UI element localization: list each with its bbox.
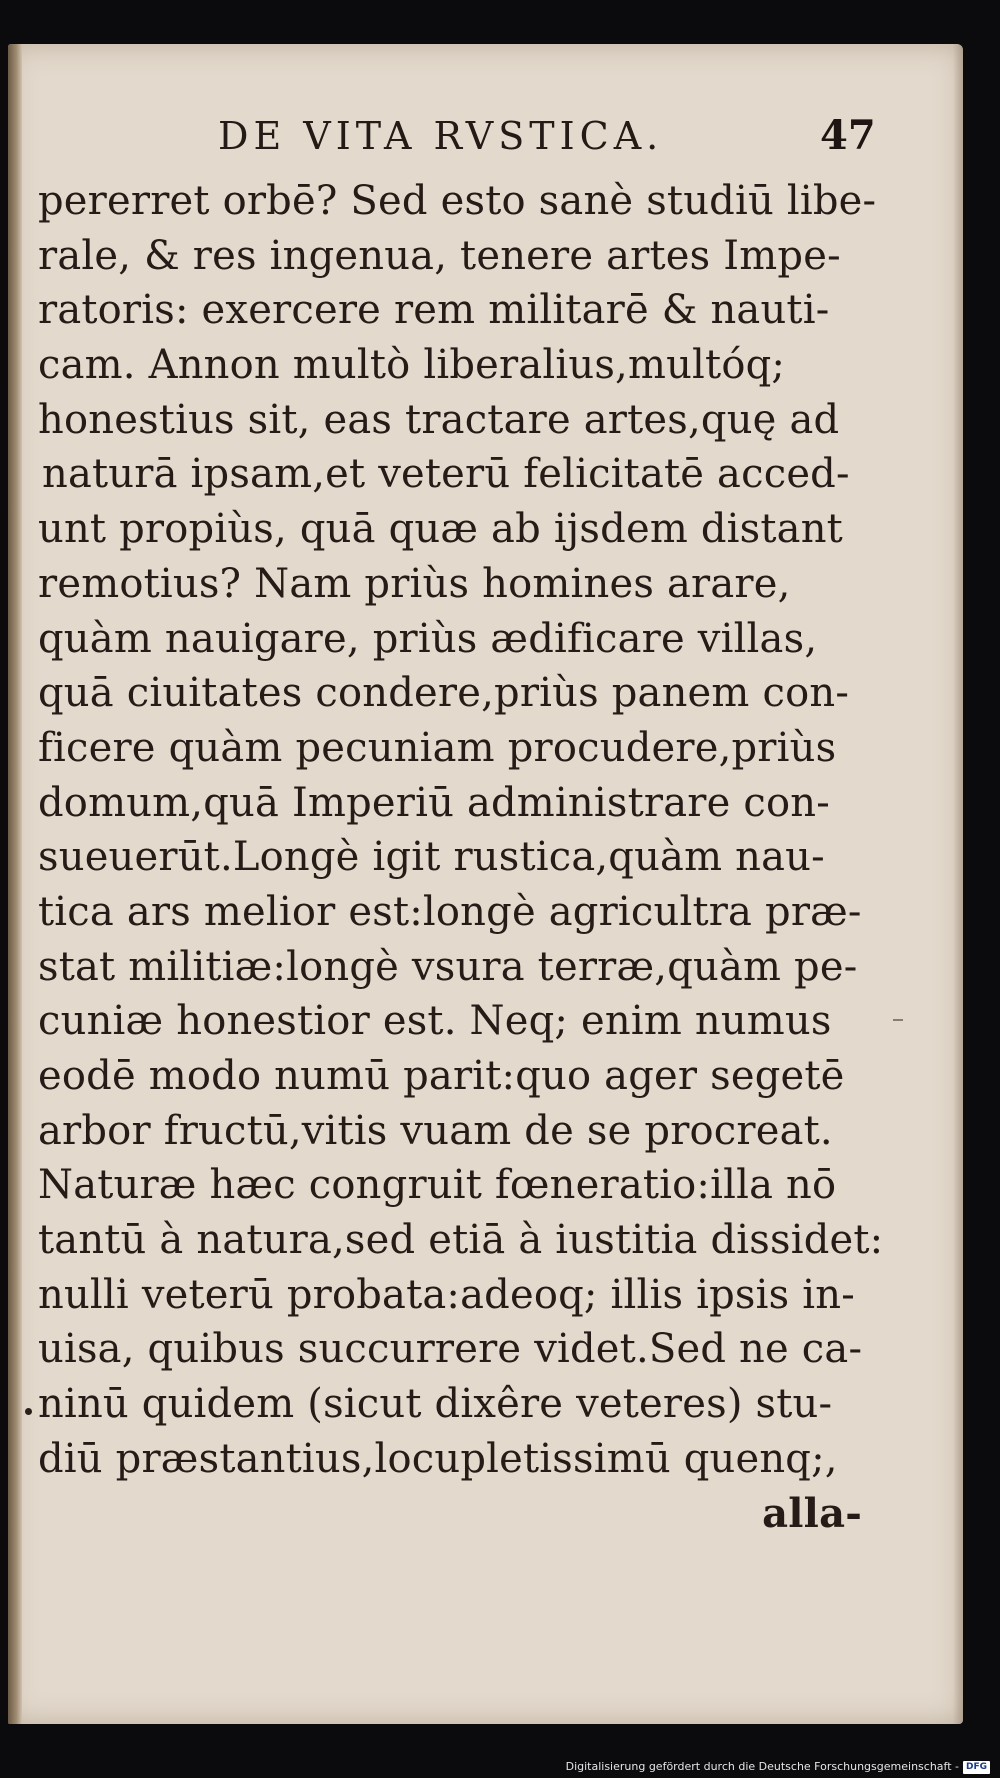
text-line: stat militiæ:longè vsura terræ,quàm pe- xyxy=(38,943,858,990)
page-gutter-edge xyxy=(8,44,22,1724)
text-line: quàm nauigare, priùs ædificare villas, xyxy=(38,615,818,662)
dfg-logo: DFG xyxy=(963,1761,990,1774)
margin-mark xyxy=(25,1408,32,1415)
text-line: tantū à natura,sed etiā à iustitia dissidet: xyxy=(38,1217,884,1264)
text-line: remotius? Nam priùs homines arare, xyxy=(38,560,791,607)
text-line: eodē modo numū parit:quo ager segetē xyxy=(38,1053,845,1099)
catchword: alla- xyxy=(762,1489,862,1537)
text-line: ficere quàm pecuniam procudere,priùs xyxy=(38,724,837,771)
book-page xyxy=(8,44,963,1724)
text-line: naturā ipsam,et veterū felicitatē acced- xyxy=(42,451,850,498)
text-line: tica ars melior est:longè agricultra præ- xyxy=(38,888,862,935)
text-line: ratoris: exercere rem militarē & nauti- xyxy=(38,287,830,334)
running-head: DE VITA RVSTICA. xyxy=(218,114,664,158)
text-line: quā ciuitates condere,priùs panem con- xyxy=(38,670,850,717)
credit-text: Digitalisierung gefördert durch die Deutsche Forschungsgemeinschaft - xyxy=(565,1760,959,1773)
text-line: arbor fructū,vitis vuam de se procreat. xyxy=(38,1107,833,1154)
text-line: Naturæ hæc congruit fœneratio:illa nō xyxy=(38,1162,837,1209)
text-line: pererret orbē? Sed esto sanè studiū libe- xyxy=(38,178,877,224)
text-line: sueuerūt.Longè igit rustica,quàm nau- xyxy=(38,834,825,881)
text-block xyxy=(38,174,884,1541)
digitization-credit xyxy=(566,1758,990,1776)
page-number: 47 xyxy=(820,112,876,159)
text-line: unt propiùs, quā quæ ab ijsdem distant xyxy=(38,506,843,553)
text-line: uisa, quibus succurrere videt.Sed ne ca- xyxy=(38,1326,863,1373)
text-line: cuniæ honestior est. Neq; enim numus xyxy=(38,998,832,1045)
page-fore-edge-shadow xyxy=(953,44,963,1724)
margin-dash xyxy=(893,1019,903,1021)
text-line: ninū quidem (sicut dixêre veteres) stu- xyxy=(38,1381,833,1428)
text-line: honestius sit, eas tractare artes,quę ad xyxy=(38,396,840,443)
text-line: diū præstantius,locupletissimū quenq;, xyxy=(38,1435,838,1482)
text-line: nulli veterū probata:adeoq; illis ipsis in- xyxy=(38,1271,855,1318)
text-line: domum,quā Imperiū administrare con- xyxy=(38,779,830,826)
text-line: rale, & res ingenua, tenere artes Impe- xyxy=(38,232,841,279)
text-line: cam. Annon multò liberalius,multóq; xyxy=(38,342,786,389)
